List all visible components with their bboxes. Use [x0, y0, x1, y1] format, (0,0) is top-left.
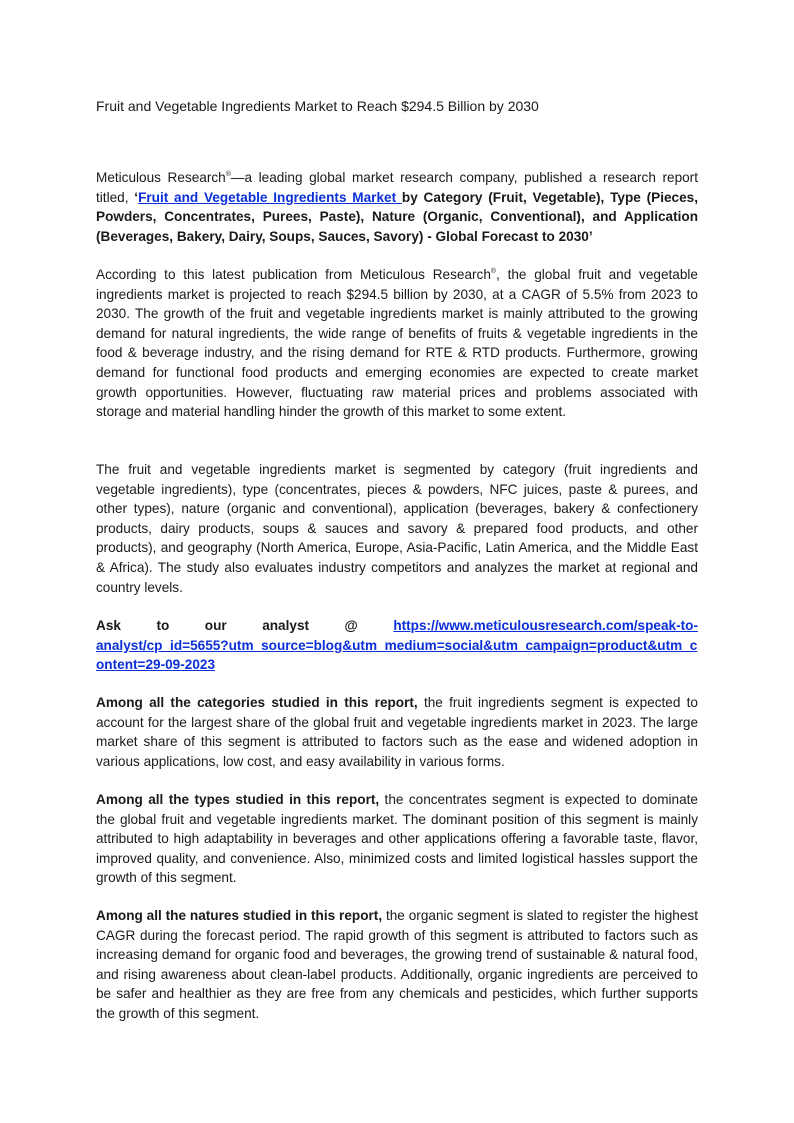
- ask-analyst-row: [96, 616, 698, 636]
- nature-lead: Among all the natures studied in this report,: [96, 908, 383, 923]
- analyst-url-line2[interactable]: analyst/cp_id=5655?utm_source=blog&utm_medium=social&utm_campaign=product&utm_c: [96, 637, 698, 653]
- overview-text-rest: , the global fruit and vegetable ingredients market is projected to reach $294.5 billion by 2030, at a CAGR of 5.5% from 2023 to 2030. The growth of the fruit and vegetable ingredients market is mainly attributed to the growing demand for natural ingredients, the wide range of benefits of fruits & vegetable ingredients in the food & beverage industry, and the rising demand for RTE & RTD products. Furthermore, growing demand for functional food products and emerging economies are expected to create market growth opportunities. However, fluctuating raw material prices and problems associated with storage and material handling hinder the growth of this market to some extent.: [96, 267, 698, 420]
- to-word: to: [156, 618, 170, 633]
- segmentation-paragraph: The fruit and vegetable ingredients market is segmented by category (fruit ingredients and vegetable ingredients), type (concentrates, pieces & powders, NFC juices, paste & purees, and other types), nature (organic and conventional), application (beverages, bakery & confectionery products, dairy products, soups & sauces and savory & prepared food products, and other products), and geography (North America, Europe, Asia-Pacific, Latin America, and the Middle East & Africa). The study also evaluates industry competitors and analyzes the market at regional and country levels.: [96, 462, 698, 595]
- company-name: Meticulous Research: [96, 170, 226, 185]
- market-overview-paragraph: [96, 265, 698, 422]
- registered-mark: ®: [225, 171, 231, 178]
- overview-text-start: According to this latest publication from Meticulous Research: [96, 267, 491, 282]
- intro-paragraph: [96, 168, 698, 246]
- category-paragraph: [96, 693, 698, 771]
- type-body: the concentrates segment is expected to dominate the global fruit and vegetable ingredients market. The dominant position of this segment is mainly attributed to high adaptability in beverages and other applications offering a favorable taste, flavor, improved quality, and convenience. Also, minimized costs and limited logistical hassles support the growth of this segment.: [96, 792, 698, 886]
- category-lead: Among all the categories studied in this report,: [96, 695, 418, 710]
- report-title-rest: by Category (Fruit, Vegetable), Type (Pieces, Powders, Concentrates, Purees, Paste), Nature (Organic, Conventional), and Application (Beverages, Bakery, Dairy, Soups, Sauces, Savory) - Global Forecast to 2030’: [96, 189, 698, 244]
- type-paragraph: [96, 790, 698, 888]
- ask-word: Ask: [96, 618, 121, 633]
- our-word: our: [204, 618, 227, 633]
- page-title: Fruit and Vegetable Ingredients Market to Reach $294.5 Billion by 2030: [96, 98, 539, 114]
- nature-paragraph: [96, 906, 698, 1024]
- report-link[interactable]: Fruit and Vegetable Ingredients Market: [138, 189, 402, 205]
- ask-analyst-paragraph: [96, 616, 698, 675]
- at-symbol: @: [344, 618, 358, 633]
- analyst-url-line3[interactable]: ontent=29-09-2023: [96, 657, 215, 673]
- report-title: [96, 190, 698, 244]
- intro-text: —a leading global market research company, published a research report titled,: [96, 170, 698, 205]
- nature-body: the organic segment is slated to register the highest CAGR during the forecast period. The rapid growth of this segment is attributed to factors such as increasing demand for organic food and beverages, the growing trend of sustainable & natural food, and rising awareness about clean-label products. Additionally, organic ingredients are perceived to be safer and healthier as they are free from any chemicals and pesticides, which further supports the growth of this segment.: [96, 908, 698, 1021]
- category-body: the fruit ingredients segment is expected to account for the largest share of the global fruit and vegetable ingredients market in 2023. The large market share of this segment is attributed to factors such as the ease and widened adoption in various applications, low cost, and easy availability in various forms.: [96, 695, 698, 769]
- quote-open: ‘: [134, 189, 139, 205]
- type-lead: Among all the types studied in this report,: [96, 792, 380, 807]
- analyst-url-line1[interactable]: https://www.meticulousresearch.com/speak-to-: [393, 618, 698, 633]
- registered-mark: ®: [490, 268, 497, 275]
- analyst-url-continuation: [96, 636, 698, 675]
- analyst-word: analyst: [262, 618, 310, 633]
